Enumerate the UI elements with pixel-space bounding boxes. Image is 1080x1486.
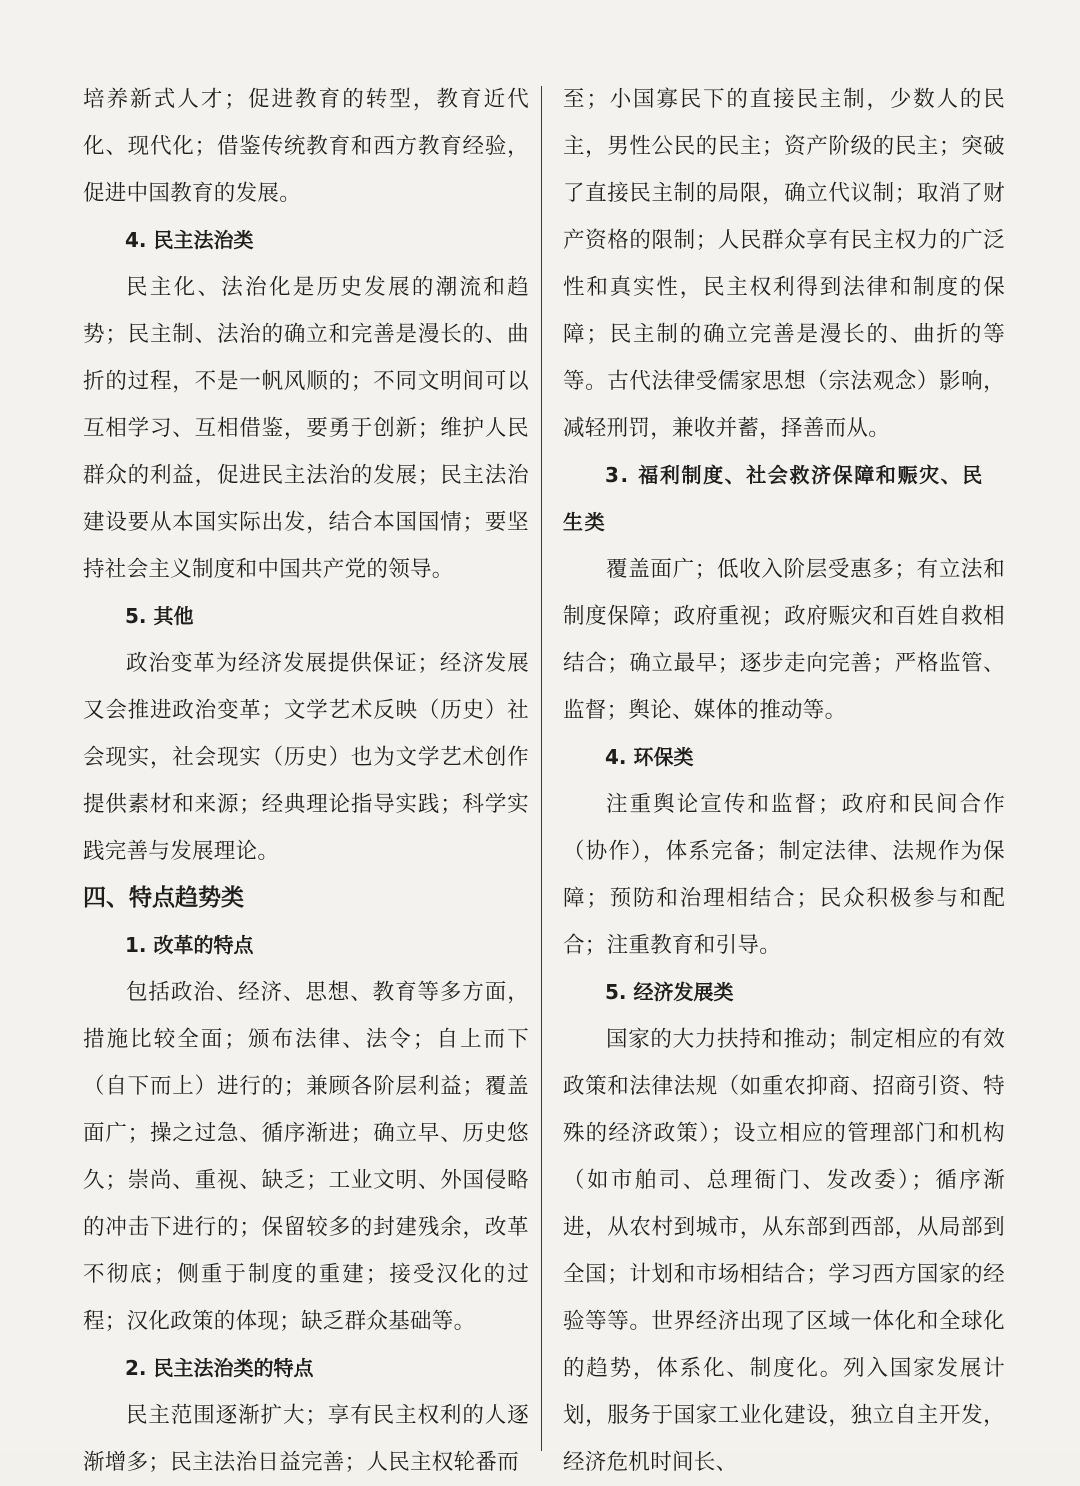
right-column bbox=[563, 76, 1005, 1486]
paragraph-democracy-continued: 至；小国寡民下的直接民主制，少数人的民主，男性公民的民主；资产阶级的民主；突破了直接民主制的局限，确立代议制；取消了财产资格的限制；人民群众享有民主权力的广泛性和真实性，民主权利得到法律和制度的保障；民主制的确立完善是漫长的、曲折的等等。古代法律受儒家思想（宗法观念）影响，减轻刑罚，兼收并蓄，择善而从。 bbox=[563, 87, 1005, 441]
heading-welfare: 3. 福利制度、社会救济保障和赈灾、民生类 bbox=[563, 463, 984, 534]
paragraph-welfare: 覆盖面广；低收入阶层受惠多；有立法和制度保障；政府重视；政府赈灾和百姓自救相结合；确立最早；逐步走向完善；严格监管、监督；舆论、媒体的推动等。 bbox=[563, 557, 1005, 723]
heading-economy: 5. 经济发展类 bbox=[605, 980, 734, 1004]
paragraph-democracy-features: 民主范围逐渐扩大；享有民主权利的人逐渐增多；民主法治日益完善；人民主权轮番而 bbox=[83, 1403, 529, 1475]
heading-reform-features: 1. 改革的特点 bbox=[125, 933, 254, 957]
paragraph-environment: 注重舆论宣传和监督；政府和民间合作（协作），体系完备；制定法律、法规作为保障；预防和治理相结合；民众积极参与和配合；注重教育和引导。 bbox=[563, 792, 1005, 958]
paragraph-democracy-law: 民主化、法治化是历史发展的潮流和趋势；民主制、法治的确立和完善是漫长的、曲折的过程，不是一帆风顺的；不同文明间可以互相学习、互相借鉴，要勇于创新；维护人民群众的利益，促进民主法治的发展；民主法治建设要从本国实际出发，结合本国国情；要坚持社会主义制度和中国共产党的领导。 bbox=[83, 275, 529, 582]
heading-other: 5. 其他 bbox=[125, 604, 194, 628]
section-title-features-trends: 四、特点趋势类 bbox=[83, 885, 244, 911]
heading-environment: 4. 环保类 bbox=[605, 745, 694, 769]
column-divider bbox=[541, 86, 542, 1451]
paragraph-education-continued: 培养新式人才；促进教育的转型，教育近代化、现代化；借鉴传统教育和西方教育经验，促进中国教育的发展。 bbox=[83, 87, 529, 206]
heading-democracy-law: 4. 民主法治类 bbox=[125, 228, 254, 252]
paragraph-reform-features: 包括政治、经济、思想、教育等多方面，措施比较全面；颁布法律、法令；自上而下（自下而上）进行的；兼顾各阶层利益；覆盖面广；操之过急、循序渐进；确立早、历史悠久；崇尚、重视、缺乏；工业文明、外国侵略的冲击下进行的；保留较多的封建残余，改革不彻底；侧重于制度的重建；接受汉化的过程；汉化政策的体现；缺乏群众基础等。 bbox=[83, 980, 529, 1334]
paragraph-economy: 国家的大力扶持和推动；制定相应的有效政策和法律法规（如重农抑商、招商引资、特殊的经济政策）；设立相应的管理部门和机构（如市舶司、总理衙门、发改委）；循序渐进，从农村到城市，从东部到西部，从局部到全国；计划和市场相结合；学习西方国家的经验等等。世界经济出现了区域一体化和全球化的趋势，体系化、制度化。列入国家发展计划，服务于国家工业化建设，独立自主开发，经济危机时间长、 bbox=[563, 1027, 1005, 1475]
paragraph-other: 政治变革为经济发展提供保证；经济发展又会推进政治变革；文学艺术反映（历史）社会现实，社会现实（历史）也为文学艺术创作提供素材和来源；经典理论指导实践；科学实践完善与发展理论。 bbox=[83, 651, 529, 864]
heading-democracy-features: 2. 民主法治类的特点 bbox=[125, 1356, 314, 1380]
left-column bbox=[83, 76, 529, 1486]
